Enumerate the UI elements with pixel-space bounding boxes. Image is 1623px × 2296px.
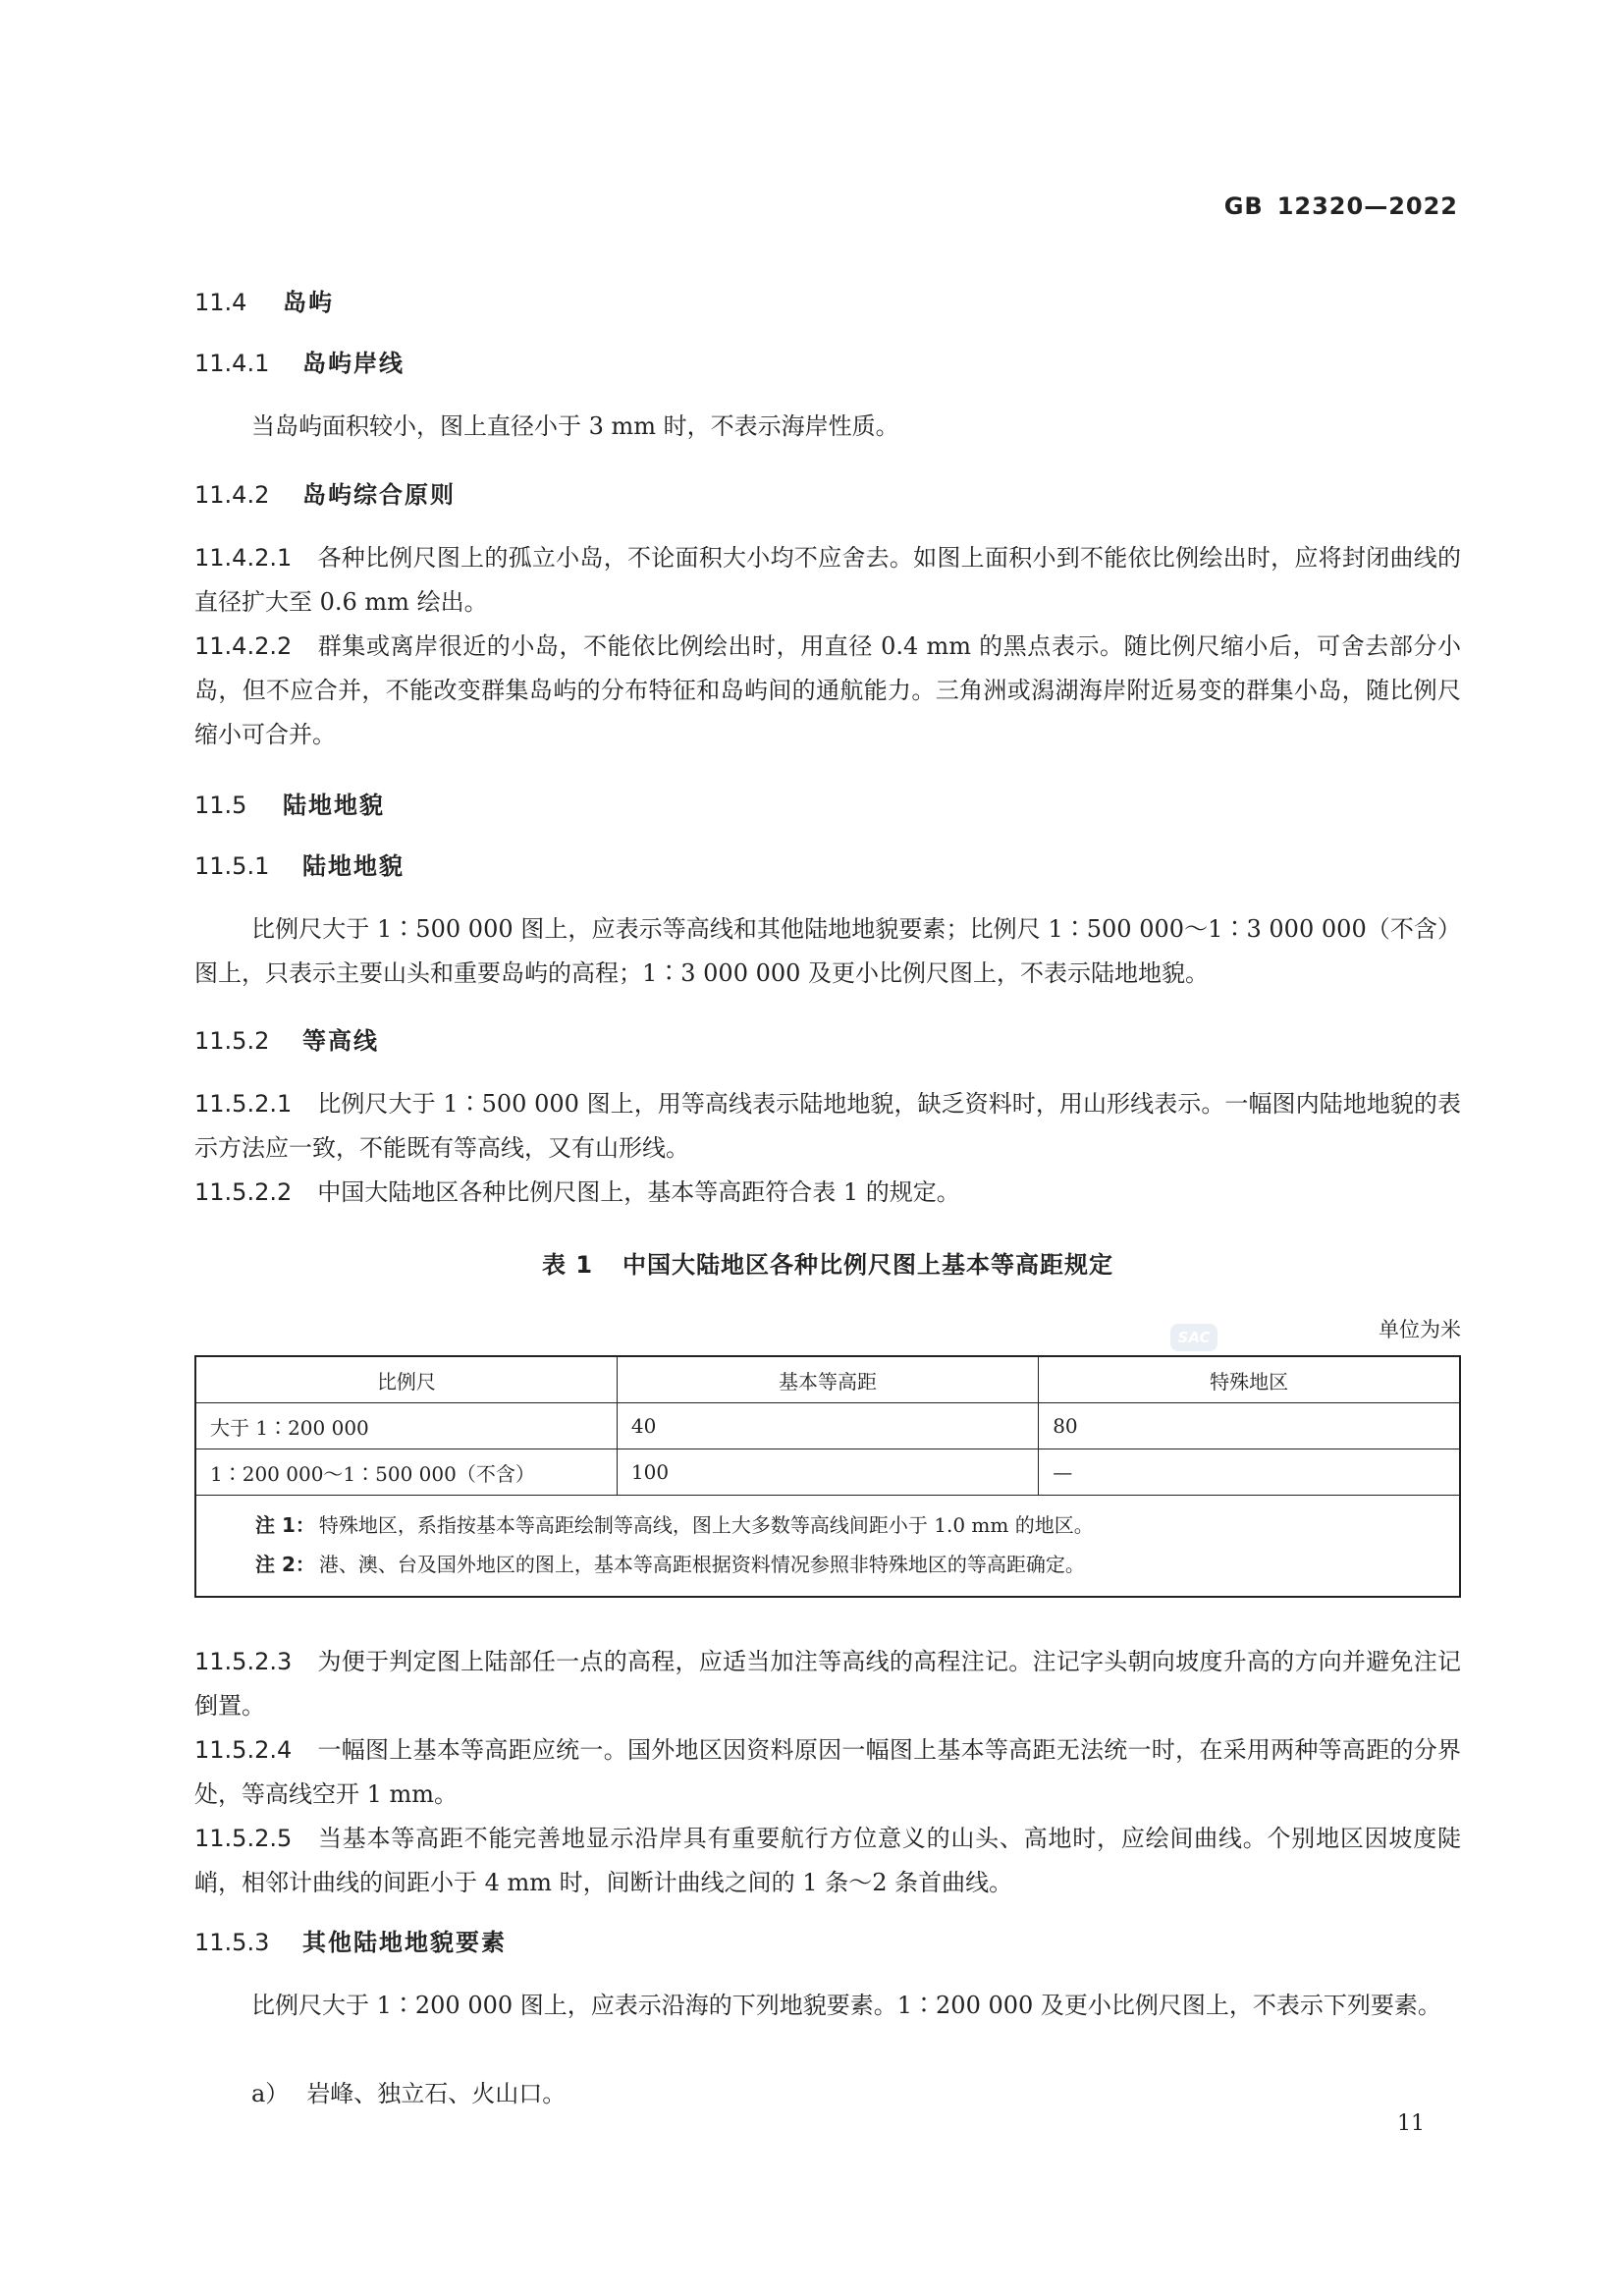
table-note-2: 注 2： 港、澳、台及国外地区的图上，基本等高距根据资料情况参照非特殊地区的等高距确定。 bbox=[255, 1553, 1085, 1576]
table-cell: 1∶200 000～1∶500 000（不含） bbox=[195, 1449, 617, 1496]
table-header-row bbox=[195, 1356, 1460, 1403]
table-unit: 单位为米 bbox=[1379, 1318, 1461, 1341]
clause-11-5-2-1: 11.5.2.1 比例尺大于 1∶500 000 图上，用等高线表示陆地地貌，缺乏资料时，用山形线表示。一幅图内陆地地貌的表示方法应一致，不能既有等高线，又有山形线。 bbox=[194, 1090, 1461, 1162]
clause-11-5-2-3: 11.5.2.3 为便于判定图上陆部任一点的高程，应适当加注等高线的高程注记。注记字头朝向坡度升高的方向并避免注记倒置。 bbox=[194, 1648, 1461, 1720]
page-number: 11 bbox=[1397, 2111, 1425, 2136]
table-note-1: 注 1： 特殊地区，系指按基本等高距绘制等高线，图上大多数等高线间距小于 1.0 mm 的地区。 bbox=[255, 1513, 1094, 1537]
table-header-cell: 特殊地区 bbox=[1039, 1356, 1460, 1403]
table-cell: 大于 1∶200 000 bbox=[195, 1403, 617, 1449]
table-row bbox=[195, 1449, 1460, 1496]
section-heading-11-5: 11.5 陆地地貌 bbox=[194, 792, 385, 819]
paragraph-11-5-3: 比例尺大于 1∶200 000 图上，应表示沿海的下列地貌要素。1∶200 000 及更小比例尺图上，不表示下列要素。 bbox=[251, 1992, 1441, 2019]
list-item-a: a） 岩峰、独立石、火山口。 bbox=[251, 2080, 567, 2107]
section-heading-11-5-3: 11.5.3 其他陆地地貌要素 bbox=[194, 1929, 507, 1956]
paragraph-11-5-1: 比例尺大于 1∶500 000 图上，应表示等高线和其他陆地地貌要素；比例尺 1∶500 000～1∶3 000 000（不含）图上，只表示主要山头和重要岛屿的高程；1∶3 000 000 及更小比例尺图上，不表示陆地地貌。 bbox=[194, 915, 1461, 987]
table-notes-row bbox=[195, 1496, 1460, 1598]
clause-11-5-2-5: 11.5.2.5 当基本等高距不能完善地显示沿岸具有重要航行方位意义的山头、高地时，应绘间曲线。个别地区因坡度陡峭，相邻计曲线的间距小于 4 mm 时，间断计曲线之间的 1 条～2 条首曲线。 bbox=[194, 1825, 1461, 1896]
table-header-cell: 比例尺 bbox=[195, 1356, 617, 1403]
section-heading-11-4-2: 11.4.2 岛屿综合原则 bbox=[194, 481, 456, 509]
table-row bbox=[195, 1403, 1460, 1449]
paragraph-11-4-1: 当岛屿面积较小，图上直径小于 3 mm 时，不表示海岸性质。 bbox=[251, 412, 899, 440]
table-cell: — bbox=[1039, 1449, 1460, 1496]
section-heading-11-5-1: 11.5.1 陆地地貌 bbox=[194, 852, 405, 880]
clause-11-4-2-1: 11.4.2.1 各种比例尺图上的孤立小岛，不论面积大小均不应舍去。如图上面积小到不能依比例绘出时，应将封闭曲线的直径扩大至 0.6 mm 绘出。 bbox=[194, 544, 1461, 616]
clause-11-5-2-4: 11.5.2.4 一幅图上基本等高距应统一。国外地区因资料原因一幅图上基本等高距无法统一时，在采用两种等高距的分界处，等高线空开 1 mm。 bbox=[194, 1736, 1461, 1808]
clause-11-5-2-2: 11.5.2.2 中国大陆地区各种比例尺图上，基本等高距符合表 1 的规定。 bbox=[194, 1178, 960, 1206]
section-heading-11-5-2: 11.5.2 等高线 bbox=[194, 1027, 379, 1055]
table-cell: 100 bbox=[617, 1449, 1038, 1496]
section-heading-11-4: 11.4 岛屿 bbox=[194, 289, 334, 316]
clause-11-4-2-2: 11.4.2.2 群集或离岸很近的小岛，不能依比例绘出时，用直径 0.4 mm 的黑点表示。随比例尺缩小后，可舍去部分小岛，但不应合并，不能改变群集岛屿的分布特征和岛屿间的通航能力。三角洲或潟湖海岸附近易变的群集小岛，随比例尺缩小可合并。 bbox=[194, 632, 1461, 748]
table-cell: 40 bbox=[617, 1403, 1038, 1449]
section-heading-11-4-1: 11.4.1 岛屿岸线 bbox=[194, 350, 405, 377]
contour-interval-table bbox=[194, 1355, 1461, 1598]
table-header-cell: 基本等高距 bbox=[617, 1356, 1038, 1403]
sac-watermark-logo: SAC bbox=[1170, 1324, 1217, 1351]
table-cell: 80 bbox=[1039, 1403, 1460, 1449]
standard-number: GB 12320—2022 bbox=[1223, 192, 1458, 220]
table-caption: 表 1 中国大陆地区各种比例尺图上基本等高距规定 bbox=[541, 1251, 1114, 1279]
